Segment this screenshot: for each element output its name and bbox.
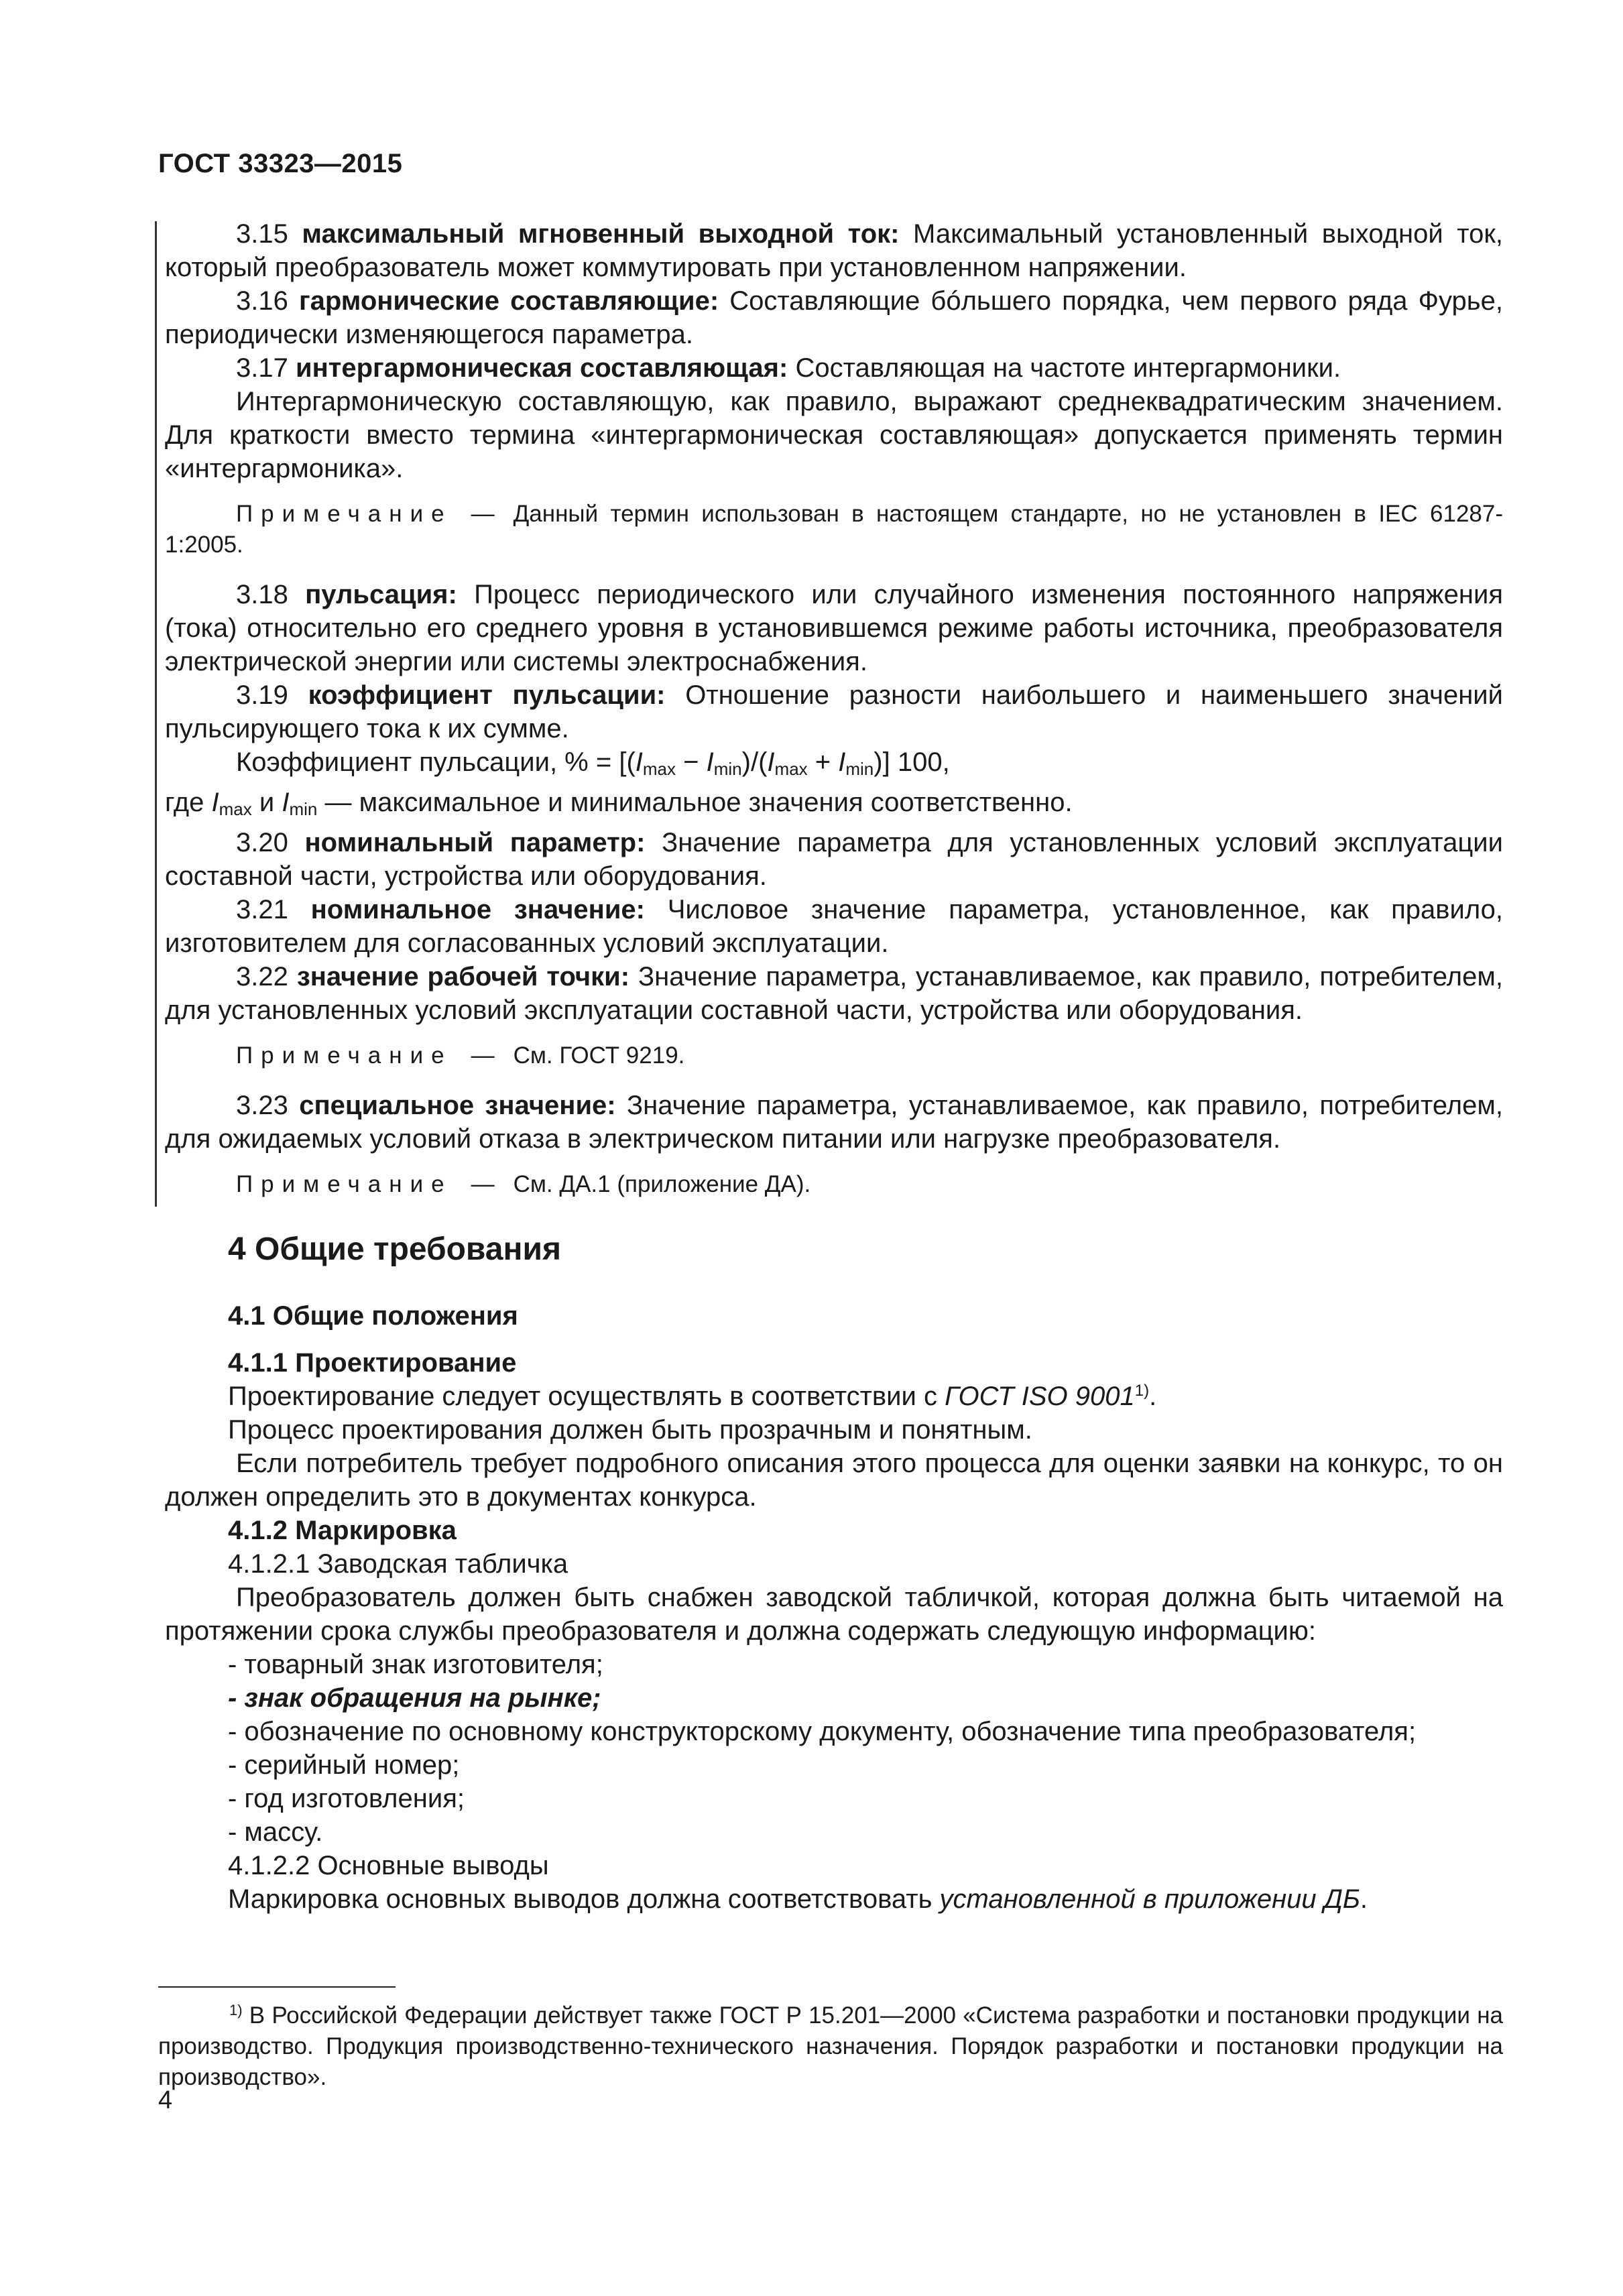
def-term: пульсация: [305, 580, 457, 609]
section-4-1-2-1-heading: 4.1.2.1 Заводская табличка [228, 1549, 568, 1579]
definition-3-20 [165, 826, 1503, 893]
def-text: Значение параметра, устанавливаемое, как правило, потребителем, для ожидаемых условий отказа в электрическом питании или нагрузке преобразователя. [165, 1091, 1504, 1154]
list-item: - товарный знак изготовителя; [228, 1650, 603, 1679]
document-header: ГОСТ 33323—2015 [158, 149, 403, 178]
def-num: 3.16 [236, 286, 288, 316]
footnote-ref: 1) [1134, 1382, 1150, 1400]
list-item: - серийный номер; [228, 1750, 460, 1780]
note-label: Примечание [236, 1042, 453, 1069]
def-term: номинальное значение: [310, 895, 645, 924]
def-num: 3.23 [236, 1091, 288, 1120]
definition-3-18 [165, 578, 1503, 678]
note-dash: — [471, 1171, 495, 1197]
ripple-formula: Коэффициент пульсации, % = $[(I_{max} - I_{min})/(I_{max} + I_{min})]$ 100, [236, 747, 950, 779]
def-num: 3.20 [236, 828, 288, 857]
design-paragraph-1: Проектирование следует осуществлять в соответствии с ГОСТ ISO 9001$^{1)}$. [228, 1382, 1157, 1411]
def-num: 3.15 [236, 219, 288, 249]
note-dash: — [471, 501, 495, 527]
page-number: 4 [158, 2086, 173, 2114]
page-body [165, 217, 1503, 1916]
note-3 [165, 1169, 1503, 1200]
note-1 [165, 499, 1503, 560]
definition-3-16 [165, 284, 1503, 351]
footnote-divider [158, 1986, 396, 1988]
def-term: коэффициент пульсации: [308, 680, 666, 710]
formula-where: где $I_{max}$ и $I_{min}$ — максимальное и минимальное значения соответственно. [165, 788, 1073, 819]
def-text: Процесс периодического или случайного изменения постоянного напряжения (тока) относительно его среднего уровня в установившемся режиме работы источника, преобразователя электрической энергии или системы электроснабжения. [165, 580, 1503, 676]
design-paragraph-3: Если потребитель требует подробного описания этого процесса для оценки заявки на конкурс, то он должен определить это в документах конкурса. [165, 1449, 1503, 1512]
note-text: Данный термин использован в настоящем стандарте, но не установлен в IEC 61287-1:2005. [165, 501, 1503, 558]
standard-reference: ГОСТ ISO 9001 [945, 1382, 1135, 1411]
footnote-text: В Российской Федерации действует также ГОСТ Р 15.201—2000 «Система разработки и постановки продукции на производство. Продукция производственно-технического назначения. Порядок разработки и постановки продукции на производство». [158, 2002, 1503, 2090]
list-item: - обозначение по основному конструкторскому документу, обозначение типа преобразователя; [228, 1717, 1417, 1746]
note-label: Примечание [236, 1171, 453, 1197]
leads-paragraph: Маркировка основных выводов должна соответствовать установленной в приложении ДБ. [228, 1884, 1368, 1914]
note-text: См. ДА.1 (приложение ДА). [513, 1171, 811, 1197]
footnote [158, 2000, 1503, 2093]
nameplate-intro: Преобразователь должен быть снабжен заводской табличкой, которая должна быть читаемой на протяжении срока службы преобразователя и должна содержать следующую информацию: [165, 1583, 1503, 1646]
def-text: Значение параметра для установленных условий эксплуатации составной части, устройства или оборудования. [165, 828, 1503, 891]
def-num: 3.22 [236, 962, 288, 991]
note-2 [165, 1040, 1503, 1071]
def-term: гармонические составляющие: [298, 286, 719, 316]
def-term: интергармоническая составляющая: [295, 353, 788, 383]
definition-3-15 [165, 217, 1503, 284]
note-label: Примечание [236, 501, 453, 527]
list-item: - год изготовления; [228, 1784, 465, 1813]
design-paragraph-2: Процесс проектирования должен быть прозрачным и понятным. [228, 1415, 1032, 1445]
def-num: 3.19 [236, 680, 288, 710]
def-text: Максимальный установленный выходной ток, который преобразователь может коммутировать при установленном напряжении. [165, 219, 1504, 282]
def-num: 3.21 [236, 895, 288, 924]
note-text: См. ГОСТ 9219. [513, 1042, 685, 1069]
change-bar [155, 221, 157, 1207]
section-4-1-2-2-heading: 4.1.2.2 Основные выводы [228, 1851, 549, 1880]
footnote-mark: 1) [229, 2002, 243, 2018]
definition-3-19 [165, 678, 1503, 745]
def-term: значение рабочей точки: [296, 962, 630, 991]
definition-3-23 [165, 1089, 1503, 1156]
def-text: Значение параметра, устанавливаемое, как правило, потребителем, для установленных условий эксплуатации составной части, устройства или оборудования. [165, 962, 1503, 1025]
note-dash: — [471, 1042, 495, 1069]
list-item: - массу. [228, 1817, 323, 1847]
def-num: 3.18 [236, 580, 288, 609]
section-4-1-2-heading: 4.1.2 Маркировка [228, 1516, 457, 1545]
def-term: специальное значение: [299, 1091, 616, 1120]
def-num: 3.17 [236, 353, 288, 383]
list-item: - знак обращения на рынке; [228, 1683, 601, 1713]
def-text: Числовое значение параметра, установленное, как правило, изготовителем для согласованных условий эксплуатации. [165, 895, 1503, 958]
section-4-1-1-heading: 4.1.1 Проектирование [228, 1348, 517, 1378]
definition-3-21 [165, 893, 1503, 960]
section-4-heading: 4 Общие требования [228, 1231, 561, 1267]
definition-3-22 [165, 960, 1503, 1027]
def-text: Составляющие бóльшего порядка, чем первого ряда Фурье, периодически изменяющегося параметра. [165, 286, 1504, 349]
def-text: Отношение разности наибольшего и наименьшего значений пульсирующего тока к их сумме. [165, 680, 1503, 743]
section-4-1-heading: 4.1 Общие положения [228, 1301, 518, 1331]
def-text: Составляющая на частоте интергармоники. [788, 353, 1341, 383]
definition-3-17 [165, 351, 1503, 385]
def-term: максимальный мгновенный выходной ток: [302, 219, 900, 249]
definition-3-17-explanation: Интергармоническую составляющую, как правило, выражают среднеквадратическим значением. Для краткости вместо термина «интергармоническая составляющая» допускается применять термин «интергармоника». [165, 387, 1503, 483]
def-term: номинальный параметр: [304, 828, 646, 857]
